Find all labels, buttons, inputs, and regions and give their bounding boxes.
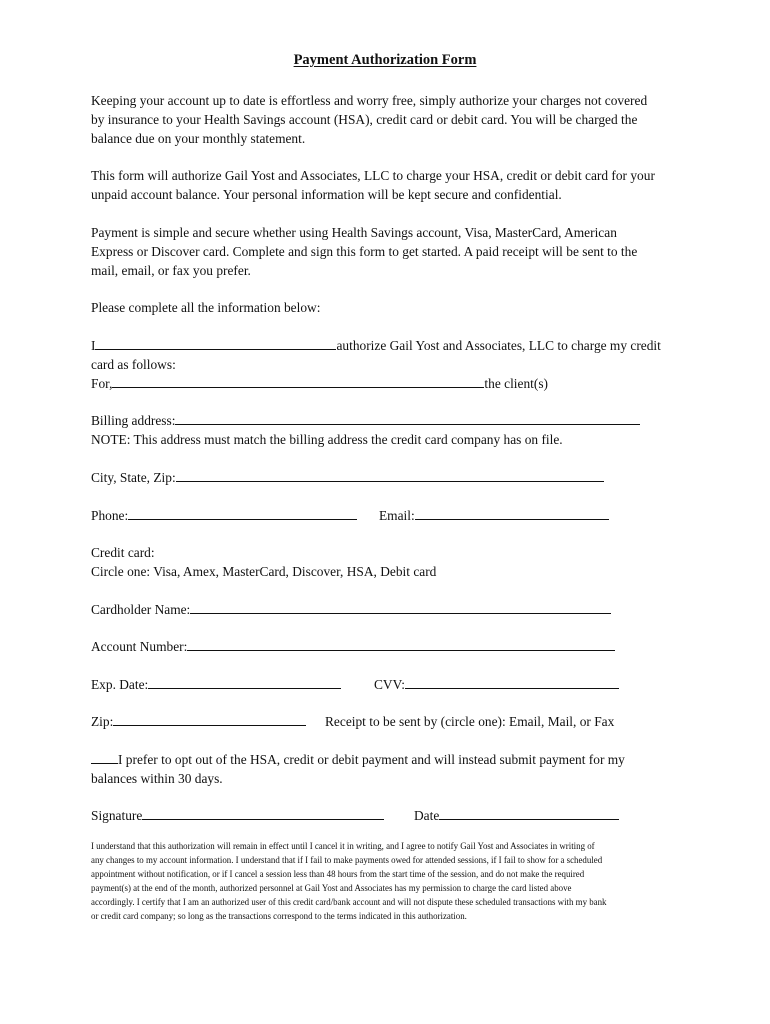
auth-prefix: I <box>91 338 96 353</box>
optout-checkline[interactable] <box>91 751 118 764</box>
account-row <box>91 637 615 656</box>
zip-field[interactable] <box>113 713 306 726</box>
fine-print-line: any changes to my account information. I understand that if I fail to make payments owed for attended sessions, if I fail to show for a scheduled <box>91 855 603 865</box>
authorize-paragraph <box>91 166 691 204</box>
intro-paragraph <box>91 91 691 148</box>
intro-line: by insurance to your Health Savings account (HSA), credit card or debit card. You will be charged the <box>91 112 638 127</box>
billing-row <box>91 411 640 430</box>
fine-print-line: appointment without notification, or if I cancel a session less than 48 hours from the start time of the session, and do not make the required <box>91 869 585 879</box>
optout-line-1: I prefer to opt out of the HSA, credit or debit payment and will instead submit payment for my <box>118 752 625 767</box>
form-title: Payment Authorization Form <box>293 52 477 68</box>
authorize-line: This form will authorize Gail Yost and Associates, LLC to charge your HSA, credit or debit card for your <box>91 168 655 183</box>
fine-print-line: payment(s) at the end of the month, authorized personnel at Gail Yost and Associates has my permission to charge the card listed above <box>91 883 572 893</box>
city-state-zip-field[interactable] <box>176 469 604 482</box>
date-label: Date <box>414 808 440 823</box>
receipt-options[interactable]: Receipt to be sent by (circle one): Email, Mail, or Fax <box>325 714 615 729</box>
fine-print-line: accordingly. I certify that I am an authorized user of this credit card/bank account and will not dispute these scheduled transactions with my bank <box>91 897 607 907</box>
authorizer-name-field[interactable] <box>95 337 336 350</box>
email-label: Email: <box>379 508 415 523</box>
exp-row <box>91 675 341 694</box>
intro-line: Keeping your account up to date is effortless and worry free, simply authorize your charges not covered <box>91 93 648 108</box>
zip-row <box>91 712 306 731</box>
payment-line: Express or Discover card. Complete and sign this form to get started. A paid receipt will be sent to the <box>91 244 638 259</box>
card-type-options[interactable]: Circle one: Visa, Amex, MasterCard, Discover, HSA, Debit card <box>91 564 437 579</box>
optout-line-2: balances within 30 days. <box>91 771 223 786</box>
billing-label: Billing address: <box>91 413 176 428</box>
exp-date-field[interactable] <box>148 676 341 689</box>
signature-label: Signature <box>91 808 143 823</box>
credit-card-label: Credit card: <box>91 545 155 560</box>
phone-label: Phone: <box>91 508 129 523</box>
cardholder-name-field[interactable] <box>190 601 611 614</box>
cardholder-label: Cardholder Name: <box>91 602 191 617</box>
signature-field[interactable] <box>142 807 384 820</box>
intro-line: balance due on your monthly statement. <box>91 131 306 146</box>
for-label: For, <box>91 376 113 391</box>
payment-line: mail, email, or fax you prefer. <box>91 263 251 278</box>
date-row <box>414 806 619 825</box>
exp-label: Exp. Date: <box>91 677 149 692</box>
authorization-row <box>91 336 661 355</box>
cvv-field[interactable] <box>405 676 619 689</box>
fine-print-line: or credit card company; so long as the transactions correspond to the terms indicated in this authorization. <box>91 911 467 921</box>
account-label: Account Number: <box>91 639 188 654</box>
email-field[interactable] <box>415 507 609 520</box>
billing-address-field[interactable] <box>175 412 640 425</box>
auth-suffix: authorize Gail Yost and Associates, LLC to charge my credit <box>336 338 661 353</box>
for-row <box>91 374 548 393</box>
cardholder-row <box>91 600 611 619</box>
client-name-field[interactable] <box>112 375 484 388</box>
billing-note: NOTE: This address must match the billing address the credit card company has on file. <box>91 432 563 447</box>
cvv-row <box>374 675 619 694</box>
authorize-line: unpaid account balance. Your personal information will be kept secure and confidential. <box>91 187 562 202</box>
zip-label: Zip: <box>91 714 114 729</box>
phone-row <box>91 506 357 525</box>
optout-row <box>91 750 625 769</box>
please-complete-text: Please complete all the information below: <box>91 300 321 315</box>
fine-print-line: I understand that this authorization will remain in effect until I cancel it in writing, and I agree to notify Gail Yost and Associates in writing of <box>91 841 595 851</box>
city-row <box>91 468 604 487</box>
payment-line: Payment is simple and secure whether using Health Savings account, Visa, MasterCard, American <box>91 225 617 240</box>
city-label: City, State, Zip: <box>91 470 176 485</box>
payment-paragraph <box>91 223 691 280</box>
auth-line-2: card as follows: <box>91 357 176 372</box>
phone-field[interactable] <box>128 507 357 520</box>
fine-print <box>91 839 691 923</box>
account-number-field[interactable] <box>187 638 615 651</box>
date-field[interactable] <box>439 807 619 820</box>
cvv-label: CVV: <box>374 677 405 692</box>
email-row <box>379 506 609 525</box>
for-suffix: the client(s) <box>484 376 549 391</box>
signature-row <box>91 806 384 825</box>
